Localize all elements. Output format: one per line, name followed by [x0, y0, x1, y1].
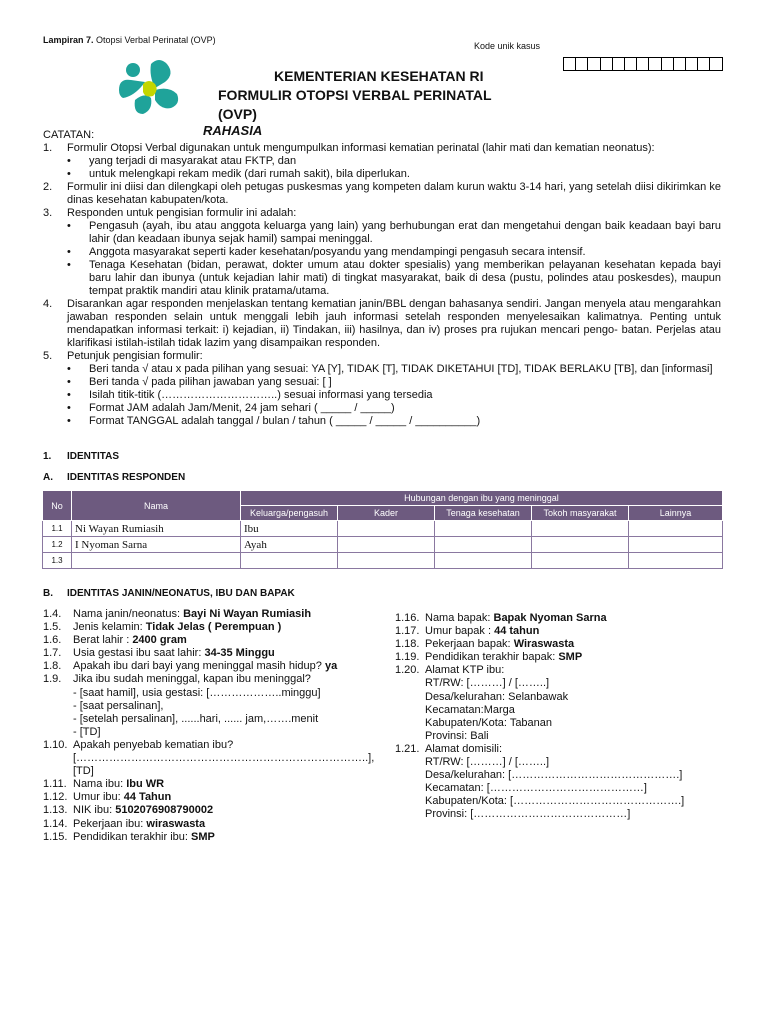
item-1-9-option[interactable]: - [saat hamil], usia gestasi: [………………..minggu] — [73, 686, 321, 699]
item-1-6: 1.6. Berat lahir : 2400 gram — [43, 634, 187, 647]
header-tokoh: Tokoh masyarakat — [532, 506, 629, 521]
item-1-9-option[interactable]: - [TD] — [73, 725, 101, 738]
kemenkes-logo-icon — [115, 56, 185, 116]
title-form-line2: (OVP) — [218, 106, 257, 122]
item-1-11: 1.11. Nama ibu: Ibu WR — [43, 778, 165, 791]
respondent-relation[interactable] — [241, 553, 338, 569]
item-1-10: 1.10. Apakah penyebab kematian ibu? — [43, 738, 234, 751]
ktp-kecamatan[interactable]: Kecamatan:Marga — [425, 703, 515, 716]
lampiran-header — [43, 35, 216, 45]
respondent-relation[interactable]: Ayah — [241, 537, 338, 553]
note-3: 3. Responden untuk pengisian formulir ini adalah: — [43, 207, 297, 219]
item-1-9-option[interactable]: - [saat persalinan], — [73, 699, 164, 712]
domisili-provinsi[interactable]: Provinsi: [……………………………………] — [425, 808, 631, 821]
domisili-kabupaten[interactable]: Kabupaten/Kota: [……………………………………….] — [425, 795, 685, 808]
table-row: 1.3 — [43, 553, 723, 569]
lampiran-label: Lampiran 7. — [43, 35, 94, 45]
header-nama: Nama — [72, 491, 241, 521]
note-1-bullet: • yang terjadi di masyarakat atau FKTP, dan — [67, 155, 297, 167]
note-1-bullet: • untuk melengkapi rekam medik (dari rumah sakit), bila diperlukan. — [67, 168, 410, 180]
header-keluarga: Keluarga/pengasuh — [241, 506, 338, 521]
catatan-heading: CATATAN: — [43, 129, 95, 141]
left-identity-column — [43, 608, 383, 844]
item-1-9: 1.9. Jika ibu sudah meninggal, kapan ibu meninggal? — [43, 673, 311, 686]
header-hubungan: Hubungan dengan ibu yang meninggal — [241, 491, 723, 506]
note-4: 4. Disarankan agar responden menjelaskan tentang kematian janin/BBL dengan bahasanya sendiri. Jangan menyela atau mengarahkan jawaban responden selain untuk menggali lebih jauh informasi setelah responden menyelesaikan kalimatnya. Penting untuk mendapatkan informasi terkait: i) kejadian, ii) Tindakan, iii) hasilnya, dan iv) proses pra rujukan mencari pengo- batan. Perjelas atau klarifikasi istilah-istilah tidak lazim yang disampaikan responden. — [43, 298, 721, 349]
note-1: 1. Formulir Otopsi Verbal digunakan untuk mengumpulkan informasi kematian perinatal (lahir mati dan kematian neonatus): — [43, 142, 655, 154]
title-form — [218, 86, 518, 124]
item-1-5: 1.5. Jenis kelamin: Tidak Jelas ( Perempuan ) — [43, 621, 282, 634]
note-5-bullet: • Format TANGGAL adalah tanggal / bulan / tahun ( _____ / _____ / __________) — [67, 415, 481, 427]
respondent-table — [42, 490, 723, 569]
header-no: No — [43, 491, 72, 521]
kode-label: Kode unik kasus — [474, 41, 541, 51]
domisili-kecamatan[interactable]: Kecamatan: [……………………………………] — [425, 782, 647, 795]
ktp-desa[interactable]: Desa/kelurahan: Selanbawak — [425, 690, 569, 703]
title-form-line1: FORMULIR OTOPSI VERBAL PERINATAL — [218, 87, 492, 103]
note-3-bullet: • Tenaga Kesehatan (bidan, perawat, dokter umum atau dokter spesialis) yang memberikan pelayanan kesehatan kepada bayi baru lahir dan ibunya (untuk kejadian lahir mati) di tingkat masyarakat, baik di desa (pustu, polindes atau poskesdes), maupun tempat praktik mandiri atau klinik pratama/utama. — [67, 259, 721, 297]
item-1-18: 1.18. Pekerjaan bapak: Wiraswasta — [395, 638, 575, 651]
kode-input-boxes[interactable] — [563, 57, 723, 71]
lampiran-text: Otopsi Verbal Perinatal (OVP) — [96, 35, 216, 45]
note-5: 5. Petunjuk pengisian formulir: — [43, 350, 203, 362]
item-1-7: 1.7. Usia gestasi ibu saat lahir: 34-35 Minggu — [43, 647, 275, 660]
ktp-provinsi[interactable]: Provinsi: Bali — [425, 729, 489, 742]
item-1-12: 1.12. Umur ibu: 44 Tahun — [43, 791, 172, 804]
item-1-9-option[interactable]: - [setelah persalinan], ......hari, ...... jam,…….menit — [73, 712, 319, 725]
respondent-name[interactable] — [72, 553, 241, 569]
item-1-21: 1.21. Alamat domisili: — [395, 742, 503, 755]
table-row: 1.2 I Nyoman Sarna Ayah — [43, 537, 723, 553]
header-tenaga: Tenaga kesehatan — [435, 506, 532, 521]
note-5-bullet: • Isilah titik-titik (…………………………..) sesuai informasi yang tersedia — [67, 389, 433, 401]
section-a-heading: A. IDENTITAS RESPONDEN — [43, 472, 186, 483]
note-3-bullet: • Pengasuh (ayah, ibu atau anggota keluarga yang lain) yang berhubungan erat dan mengetahui dengan baik keadaan bayi baru lahir (dan keadaan ibunya sejak hamil) sampai meninggal. — [67, 220, 721, 245]
section-b-heading: B. IDENTITAS JANIN/NEONATUS, IBU DAN BAPAK — [43, 588, 295, 599]
item-1-15: 1.15. Pendidikan terakhir ibu: SMP — [43, 830, 215, 843]
item-1-19: 1.19. Pendidikan terakhir bapak: SMP — [395, 651, 583, 664]
item-1-10-field[interactable]: [……………………………………………………………………..], [TD] — [73, 752, 375, 778]
header-kader: Kader — [338, 506, 435, 521]
respondent-name[interactable]: I Nyoman Sarna — [72, 537, 241, 553]
notes-list — [43, 142, 721, 428]
respondent-relation[interactable]: Ibu — [241, 521, 338, 537]
item-1-17: 1.17. Umur bapak : 44 tahun — [395, 625, 540, 638]
note-2: 2. Formulir ini diisi dan dilengkapi oleh petugas puskesmas yang kompeten dalam kurun waktu 3-14 hari, yang setelah diisi dikirimkan ke dinas kesehatan kabupaten/kota. — [43, 181, 721, 206]
confidential-label: RAHASIA — [203, 123, 263, 138]
note-3-bullet: • Anggota masyarakat seperti kader kesehatan/posyandu yang mendampingi pengasuh secara intensif. — [67, 246, 586, 258]
note-5-bullet: • Format JAM adalah Jam/Menit, 24 jam sehari ( _____ / _____) — [67, 402, 395, 414]
header-lainnya: Lainnya — [629, 506, 723, 521]
item-1-8: 1.8. Apakah ibu dari bayi yang meninggal masih hidup? ya — [43, 660, 338, 673]
item-1-20: 1.20. Alamat KTP ibu: — [395, 664, 505, 677]
title-ministry: KEMENTERIAN KESEHATAN RI — [274, 68, 484, 84]
domisili-rtrw[interactable]: RT/RW: [………] / [……..] — [425, 756, 550, 769]
ktp-rtrw[interactable]: RT/RW: [………] / [……..] — [425, 677, 550, 690]
item-1-13: 1.13. NIK ibu: 5102076908790002 — [43, 804, 214, 817]
note-5-bullet: • Beri tanda √ atau x pada pilihan yang sesuai: YA [Y], TIDAK [T], TIDAK DIKETAHUI [TD], TIDAK BERLAKU [TB], dan [informasi] — [67, 363, 713, 375]
right-identity-column — [395, 612, 735, 822]
item-1-14: 1.14. Pekerjaan ibu: wiraswasta — [43, 817, 206, 830]
section-1-heading: 1. IDENTITAS — [43, 451, 120, 462]
respondent-name[interactable]: Ni Wayan Rumiasih — [72, 521, 241, 537]
item-1-4: 1.4. Nama janin/neonatus: Bayi Ni Wayan Rumiasih — [43, 608, 312, 620]
ktp-kabupaten[interactable]: Kabupaten/Kota: Tabanan — [425, 716, 553, 729]
item-1-16: 1.16. Nama bapak: Bapak Nyoman Sarna — [395, 612, 607, 624]
domisili-desa[interactable]: Desa/kelurahan: [……………………………………….] — [425, 769, 683, 782]
note-5-bullet: • Beri tanda √ pada pilihan jawaban yang sesuai: [ ] — [67, 376, 332, 388]
table-row: 1.1 Ni Wayan Rumiasih Ibu — [43, 521, 723, 537]
